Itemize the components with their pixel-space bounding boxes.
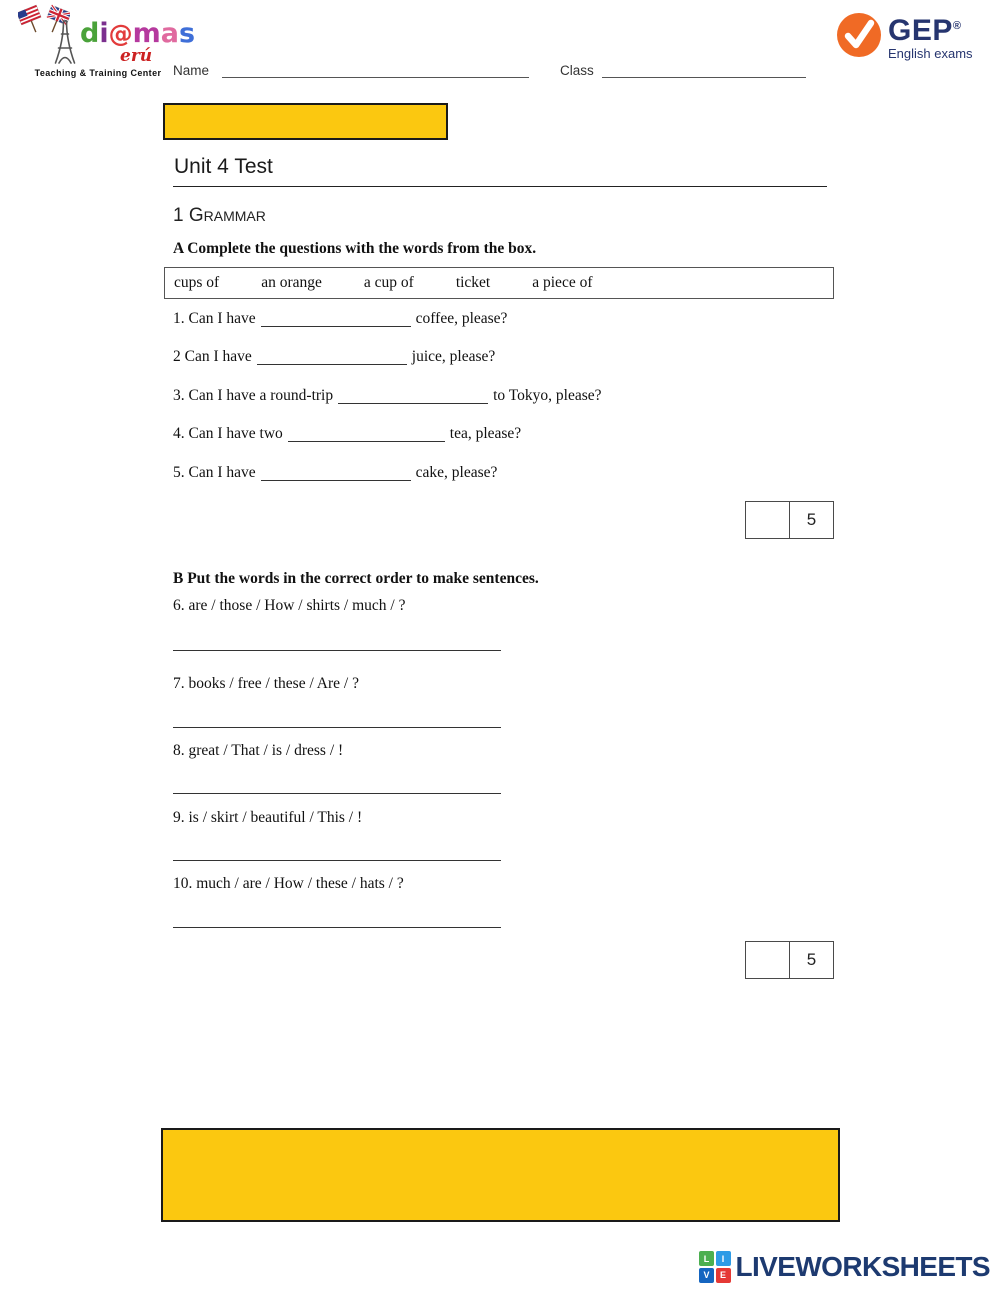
question-8: 8. great / That / is / dress / !: [173, 742, 344, 759]
yellow-highlight-box-bottom: [161, 1128, 840, 1222]
gep-tagline: English exams: [888, 45, 973, 61]
part-a-instruction: A Complete the questions with the words from the box.: [173, 240, 537, 257]
eiffel-tower-icon: [52, 18, 78, 71]
page-title: Unit 4 Test: [174, 155, 273, 178]
word-bank-item: cups of: [174, 274, 220, 291]
answer-blank-4[interactable]: [288, 437, 445, 442]
question-1: 1. Can I have coffee, please?: [173, 310, 508, 327]
question-3: 3. Can I have a round-trip to Tokyo, please?: [173, 387, 602, 404]
school-logo-wordmark: di@mas: [80, 18, 196, 49]
word-bank-item: a piece of: [532, 274, 593, 291]
score-max-value: 5: [806, 510, 817, 529]
part-b-instruction: B Put the words in the correct order to make sentences.: [173, 570, 539, 587]
score-entry-cell[interactable]: [746, 942, 790, 978]
gep-name: GEP®: [888, 13, 962, 47]
word-bank-item: ticket: [455, 274, 491, 291]
question-10: 10. much / are / How / these / hats / ?: [173, 875, 404, 892]
answer-line-8[interactable]: [173, 793, 501, 794]
answer-line-10[interactable]: [173, 927, 501, 928]
answer-blank-1[interactable]: [261, 322, 411, 327]
question-7: 7. books / free / these / Are / ?: [173, 675, 359, 692]
liveworksheets-wordmark: LIVEWORKSHEETS: [735, 1251, 991, 1282]
answer-line-6[interactable]: [173, 650, 501, 651]
class-label: Class: [560, 63, 594, 78]
icon-tile-e: E: [716, 1268, 731, 1283]
registered-mark: ®: [952, 19, 962, 32]
gep-logo: [836, 12, 973, 63]
question-4: 4. Can I have two tea, please?: [173, 425, 522, 442]
part-a-score-box: [745, 501, 834, 539]
question-9: 9. is / skirt / beautiful / This / !: [173, 809, 363, 826]
question-6: 6. are / those / How / shirts / much / ?: [173, 597, 406, 614]
section-heading-grammar: 1 GRAMMAR: [173, 205, 266, 226]
liveworksheets-icon: [699, 1251, 731, 1283]
part-b-score-box: [745, 941, 834, 979]
yellow-highlight-box-top: [163, 103, 448, 140]
answer-line-9[interactable]: [173, 860, 501, 861]
question-2: 2 Can I have juice, please?: [173, 348, 496, 365]
word-bank-item: a cup of: [363, 274, 414, 291]
answer-blank-5[interactable]: [261, 476, 411, 481]
name-label: Name: [173, 63, 210, 78]
question-5: 5. Can I have cake, please?: [173, 464, 498, 481]
school-logo-subtitle: Teaching & Training Center: [34, 68, 162, 78]
icon-tile-i: I: [716, 1251, 731, 1266]
score-entry-cell[interactable]: [746, 502, 790, 538]
name-input-line[interactable]: [222, 77, 529, 78]
answer-line-7[interactable]: [173, 727, 501, 728]
gep-checkmark-icon: [836, 12, 882, 63]
liveworksheets-logo[interactable]: [699, 1251, 990, 1283]
word-bank-item: an orange: [261, 274, 322, 291]
icon-tile-l: L: [699, 1251, 714, 1266]
title-rule: [173, 186, 827, 187]
icon-tile-v: V: [699, 1268, 714, 1283]
answer-blank-3[interactable]: [338, 399, 488, 404]
score-max-value: 5: [806, 950, 817, 969]
word-bank-box: [164, 267, 834, 299]
school-logo-country: erú: [120, 46, 153, 66]
answer-blank-2[interactable]: [257, 360, 407, 365]
class-input-line[interactable]: [602, 77, 806, 78]
